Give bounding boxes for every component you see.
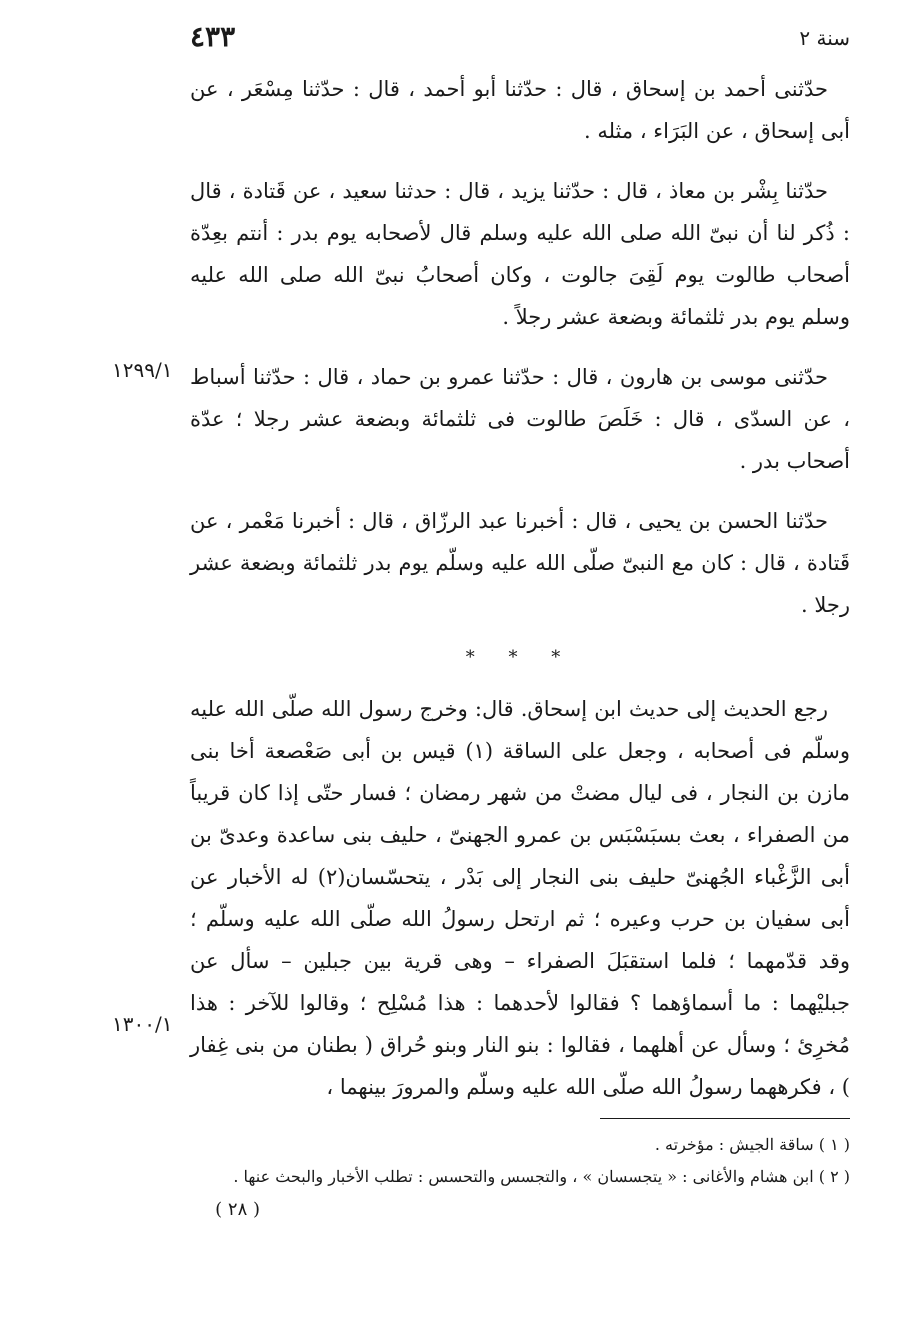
- footnote-1: ( ١ ) ساقة الجيش : مؤخرته .: [654, 1135, 850, 1154]
- paragraph-2: حدّثنا بِشْر بن معاذ ، قال : حدّثنا يزيد ، قال : حدثنا سعيد ، عن قَتادة ، قال : ذُكر لنا أن نبىّ الله صلى الله عليه وسلم قال لأصحابه يوم بدر : أنتم بعِدّة أصحاب طالوت يوم لَقِىَ جالوت ، وكان أصحابُ نبىّ الله صلى الله عليه وسلم يوم بدر ثلثمائة وبضعة عشر رجلاً .: [190, 179, 850, 329]
- paragraph-1: حدّثنى أحمد بن إسحاق ، قال : حدّثنا أبو أحمد ، قال : حدّثنا مِسْعَر ، عن أبى إسحاق ، عن البَرَاء ، مثله .: [190, 77, 850, 143]
- footnotes: [190, 1118, 850, 1227]
- page-header: [190, 18, 850, 58]
- margin-reference-2: ١٣٠٠/١: [112, 1012, 173, 1036]
- paragraph-3: حدّثنى موسى بن هارون ، قال : حدّثنا عمرو بن حماد ، قال : حدّثنا أسباط ، عن السدّى ، قال : خَلَصَ طالوت فى ثلثمائة وبضعة عشر رجلا ؛ عدّة أصحاب بدر .: [190, 365, 850, 473]
- paragraph-5: رجع الحديث إلى حديث ابن إسحاق. قال: وخرج رسول الله صلّى الله عليه وسلّم فى أصحابه ، وجعل على الساقة (١) قيس بن أبى صَعْصعة أخا بنى مازن بن النجار ، فى ليال مضتْ من شهر رمضان ؛ فسار حتّى إذا كان قريباً من الصفراء ، بعث بسبَسْبَس بن عمرو الجهنىّ ، حليف بنى ساعدة وعدىّ بن أبى الزَّغْباء الجُهنىّ حليف بنى النجار إلى بَدْر ، يتحسّسان(٢) له الأخبار عن أبى سفيان بن حرب وعيره ؛ ثم ارتحل رسولُ الله صلّى الله عليه وسلّم ؛ وقد قدّمهما ؛ فلما استقبَلَ الصفراء – وهى قرية بين جبلين – سأل عن جبليْهما : ما أسماؤهما ؟ فقالوا لأحدهما : هذا مُسْلِح ؛ وقالوا للآخر : هذا مُخرِئ ؛ وسأل عن أهلهما ، فقالوا : بنو النار وبنو حُراق ( بطنان من بنى غِفار ) ، فكرههما رسولُ الله صلّى الله عليه وسلّم والمرورَ بينهما ،: [190, 697, 851, 1099]
- section-separator: * * *: [465, 647, 575, 668]
- footnote-2: ( ٢ ) ابن هشام والأغانى : « يتجسسان » ، والتجسس والتحسس : تطلب الأخبار والبحث عنها .: [233, 1167, 850, 1186]
- signature-mark: ( ٢٨ ): [215, 1199, 260, 1220]
- margin-reference-1: ١٢٩٩/١: [112, 358, 173, 382]
- footnote-rule: [600, 1118, 850, 1119]
- paragraph-4: حدّثنا الحسن بن يحيى ، قال : أخبرنا عبد الرزّاق ، قال : أخبرنا مَعْمر ، عن قَتادة ، قال : كان مع النبىّ صلّى الله عليه وسلّم يوم بدر ثلثمائة وبضعة عشر رجلا .: [190, 509, 850, 617]
- running-head: سنة ٢: [799, 26, 850, 50]
- main-text: [190, 68, 850, 1126]
- page-number: ٤٣٣: [190, 20, 236, 53]
